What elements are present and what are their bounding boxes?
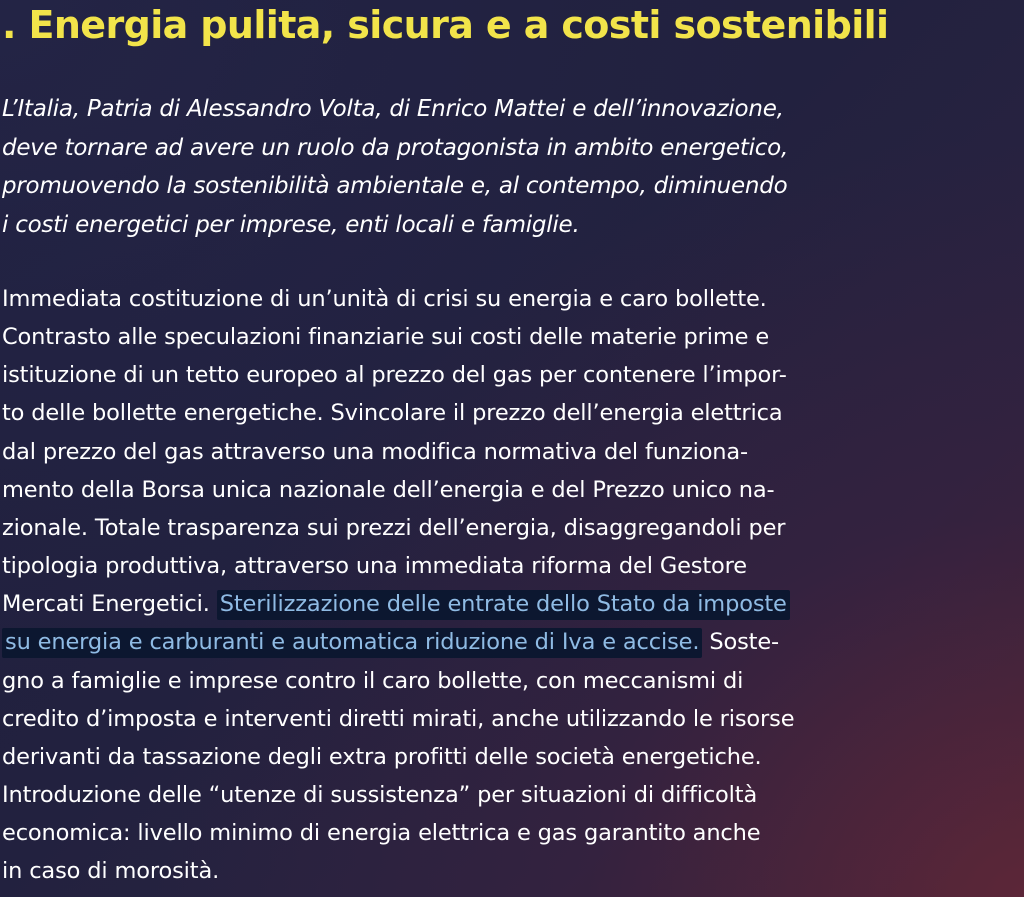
body-line	[2, 585, 1022, 623]
highlighted-text-selection[interactable]: Sterilizzazione delle entrate dello Stato da imposte	[217, 590, 790, 620]
body-line: Introduzione delle “utenze di sussistenza” per situazioni di difficoltà	[2, 782, 758, 809]
body-line: to delle bollette energetiche. Svincolare il prezzo dell’energia elettrica	[2, 400, 783, 427]
body-line: istituzione di un tetto europeo al prezzo del gas per contenere l’impor-	[2, 362, 787, 389]
body-line: Contrasto alle speculazioni finanziarie sui costi delle materie prime e	[2, 324, 770, 351]
body-paragraph	[2, 280, 1022, 891]
body-text-segment: Mercati Energetici.	[2, 591, 217, 618]
body-line: tipologia produttiva, attraverso una immediata riforma del Gestore	[2, 553, 747, 580]
body-line: Immediata costituzione di un’unità di crisi su energia e caro bollette.	[2, 286, 767, 312]
body-line	[2, 623, 1022, 661]
section-title: . Energia pulita, sicura e a costi sostenibili	[2, 3, 889, 47]
body-text-segment: Soste-	[702, 629, 780, 656]
body-line: dal prezzo del gas attraverso una modifica normativa del funziona-	[2, 438, 749, 465]
body-line: credito d’imposta e interventi diretti mirati, anche utilizzando le risorse	[2, 705, 795, 732]
body-line: zionale. Totale trasparenza sui prezzi dell’energia, disaggregandoli per	[2, 514, 786, 541]
body-line: economica: livello minimo di energia elettrica e gas garantito anche	[2, 820, 761, 847]
intro-line: deve tornare ad avere un ruolo da protagonista in ambito energetico,	[2, 134, 789, 161]
body-line: in caso di morosità.	[2, 858, 220, 885]
intro-paragraph	[2, 90, 1020, 244]
body-line: mento della Borsa unica nazionale dell’energia e del Prezzo unico na-	[2, 476, 775, 503]
intro-line: L’Italia, Patria di Alessandro Volta, di Enrico Mattei e dell’innovazione,	[2, 96, 784, 122]
highlighted-text-selection[interactable]: su energia e carburanti e automatica riduzione di Iva e accise.	[2, 628, 702, 658]
body-line: derivanti da tassazione degli extra profitti delle società energetiche.	[2, 743, 762, 770]
intro-line: i costi energetici per imprese, enti locali e famiglie.	[2, 211, 580, 238]
body-line: gno a famiglie e imprese contro il caro bollette, con meccanismi di	[2, 667, 744, 694]
intro-line: promuovendo la sostenibilità ambientale e, al contempo, diminuendo	[2, 173, 788, 199]
